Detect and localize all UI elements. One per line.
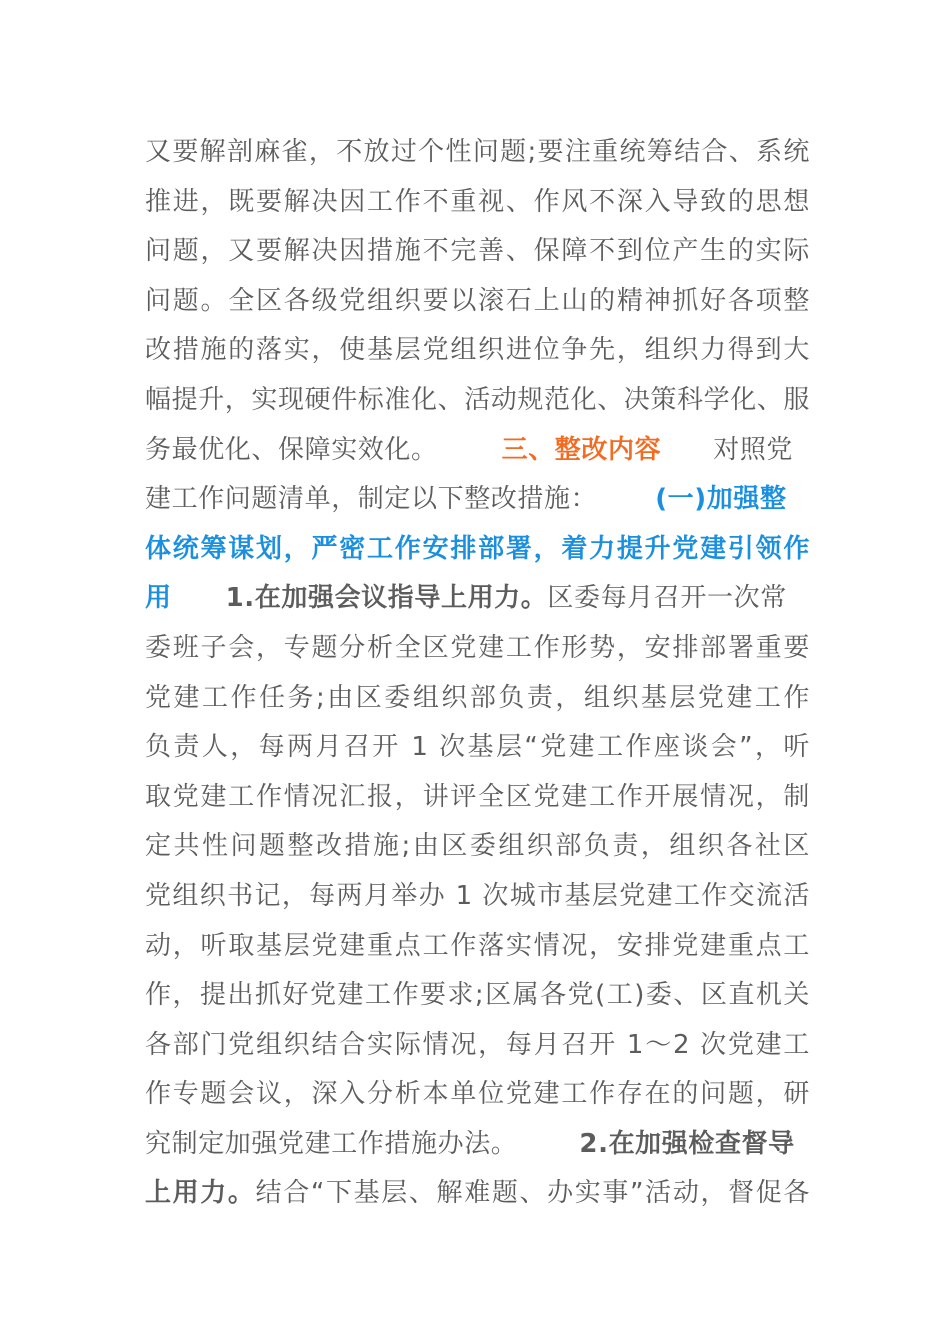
paragraph-text: 对照党 [713,434,794,465]
paragraph-text: 建工作问题清单，制定以下整改措施： [145,484,598,515]
paragraph-line: 负责人，每两月召开 1 次基层“党建工作座谈会”，听 [145,732,810,763]
item-heading-line [145,574,810,624]
item-heading-line [145,1169,810,1219]
paragraph-line: 改措施的落实，使基层党组织进位争先，组织力得到大 [145,335,810,366]
sub-heading: (一)加强整 [655,484,787,515]
paragraph-line: 定共性问题整改措施;由区委组织部负责，组织各社区 [145,831,810,862]
document-body [145,128,810,1219]
item-heading: 上用力。 [145,1178,256,1209]
paragraph-line: 作专题会议，深入分析本单位党建工作存在的问题，研 [145,1079,810,1110]
paragraph-line: 问题。全区各级党组织要以滚石上山的精神抓好各项整 [145,285,810,316]
paragraph-text: 结合“下基层、解难题、办实事”活动，督促各 [255,1178,810,1209]
paragraph-line: 各部门党组织结合实际情况，每月召开 1～2 次党建工 [145,1029,810,1060]
paragraph-line: 动，听取基层党建重点工作落实情况，安排党建重点工 [145,930,810,961]
item-heading: 2.在加强检查督导 [579,1128,795,1159]
paragraph-line: 委班子会，专题分析全区党建工作形势，安排部署重要 [145,632,810,663]
paragraph-line: 又要解剖麻雀，不放过个性问题;要注重统筹结合、系统 [145,137,810,167]
paragraph-line: 取党建工作情况汇报，讲评全区党建工作开展情况，制 [145,781,810,812]
paragraph-line: 幅提升，实现硬件标准化、活动规范化、决策科学化、服 [145,384,811,415]
item-heading: 1.在加强会议指导上用力。 [225,583,548,614]
paragraph-line: 问题，又要解决因措施不完善、保障不到位产生的实际 [145,236,810,267]
sub-heading: 用 [145,583,172,614]
paragraph-line-with-subheading [145,475,810,525]
paragraph-line-with-item-heading [145,1120,810,1170]
paragraph-text: 究制定加强党建工作措施办法。 [145,1128,518,1159]
paragraph-line: 推进，既要解决因工作不重视、作风不深入导致的思想 [145,186,810,217]
sub-heading-line: 体统筹谋划，严密工作安排部署，着力提升党建引领作 [145,533,810,564]
paragraph-text: 区委每月召开一次常 [547,583,787,614]
paragraph-text: 务最优化、保障实效化。 [145,434,438,465]
paragraph-line: 党建工作任务;由区委组织部负责，组织基层党建工作 [145,682,810,713]
paragraph-line: 作，提出抓好党建工作要求;区属各党(工)委、区直机关 [145,980,810,1011]
paragraph-line-with-heading [145,426,810,476]
paragraph-line: 党组织书记，每两月举办 1 次城市基层党建工作交流活 [145,880,810,911]
section-heading: 三、整改内容 [501,434,662,465]
